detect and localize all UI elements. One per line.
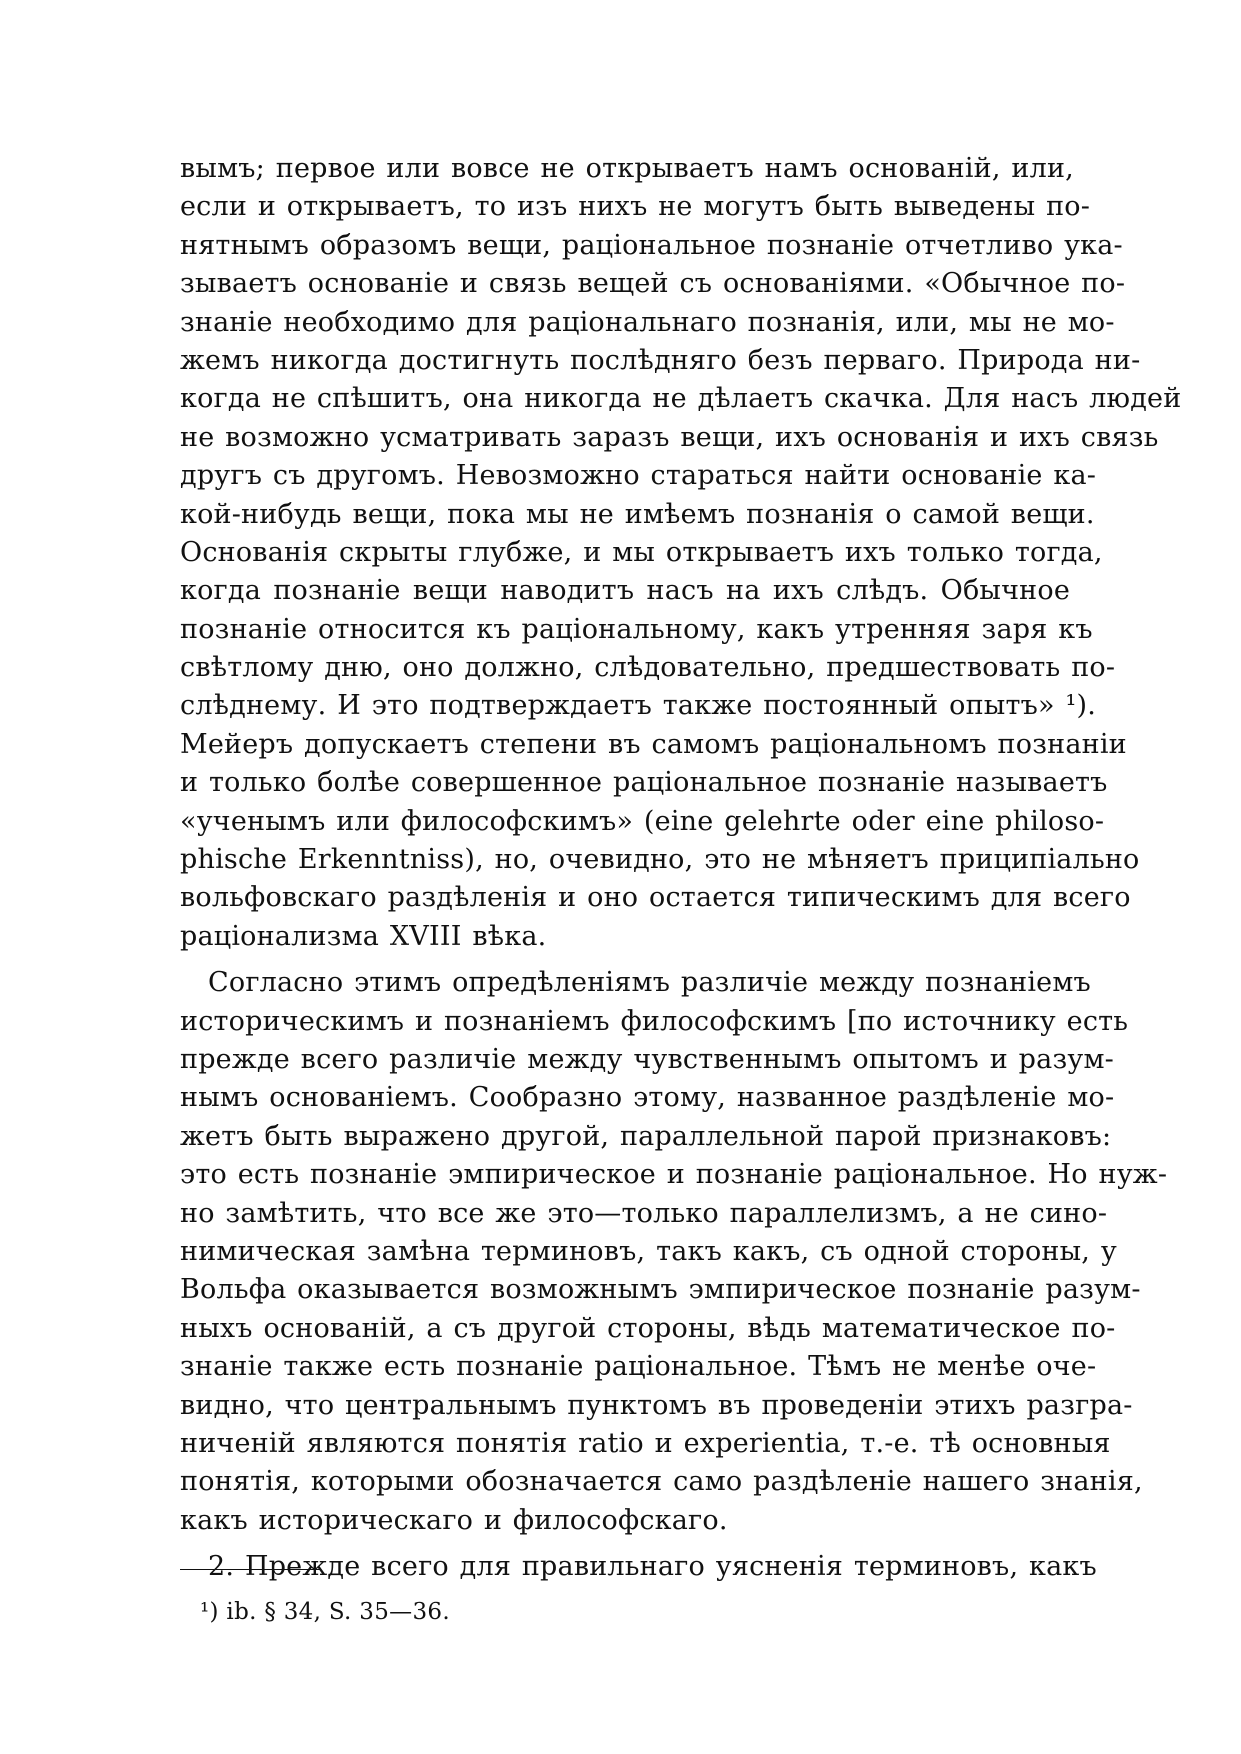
paragraph <box>180 964 1168 1540</box>
text-line: phische Erkenntniss), но, очевидно, это не мѣняетъ приципіально <box>180 844 1140 876</box>
text-line: Мейеръ допускаетъ степени въ самомъ раціональномъ познаніи <box>180 728 1127 760</box>
text-line: Согласно этимъ опредѣленіямъ различіе между познаніемъ <box>208 967 1091 999</box>
text-line: прежде всего различіе между чувственнымъ опытомъ и разум- <box>180 1043 1114 1075</box>
footnote <box>200 1597 450 1627</box>
text-line: нимическая замѣна терминовъ, такъ какъ, съ одной стороны, у <box>180 1235 1117 1267</box>
paragraph-gap <box>180 956 1070 964</box>
text-line: когда познаніе вещи наводитъ насъ на ихъ слѣдъ. Обычное <box>180 575 1070 607</box>
footnote-text: ib. § 34, S. 35—36. <box>226 1599 450 1625</box>
footnote-divider <box>180 1569 320 1570</box>
body-text <box>180 150 1182 1586</box>
text-line: и только болѣе совершенное раціональное познаніе называетъ <box>180 767 1108 799</box>
paragraph-gap <box>180 1540 1070 1548</box>
text-line: раціонализма XVIII вѣка. <box>180 920 547 952</box>
text-line: вымъ; первое или вовсе не открываетъ намъ основаній, или, <box>180 153 1074 184</box>
text-line: не возможно усматривать заразъ вещи, ихъ основанія и ихъ связь <box>180 421 1159 453</box>
text-line: ниченій являются понятія ratio и experientia, т.-е. тѣ основныя <box>180 1427 1111 1459</box>
text-line: нятнымъ образомъ вещи, раціональное познаніе отчетливо ука- <box>180 229 1123 261</box>
text-line: слѣднему. И это подтверждаетъ также постоянный опытъ» ¹). <box>180 690 1097 722</box>
text-line: Основанія скрыты глубже, и мы открываетъ ихъ только тогда, <box>180 536 1103 568</box>
text-line: ныхъ основаній, а съ другой стороны, вѣдь математическое по- <box>180 1312 1116 1344</box>
text-line: другъ съ другомъ. Невозможно стараться найти основаніе ка- <box>180 460 1097 492</box>
text-line: знаніе необходимо для раціональнаго познанія, или, мы не мо- <box>180 306 1115 338</box>
footnote-marker: ¹) <box>200 1599 219 1625</box>
text-line: жетъ быть выражено другой, параллельной парой признаковъ: <box>180 1120 1112 1152</box>
text-line: это есть познаніе эмпирическое и познаніе раціональное. Но нуж- <box>180 1159 1168 1191</box>
text-line: но замѣтить, что все же это—только параллелизмъ, а не сино- <box>180 1197 1108 1229</box>
paragraph <box>180 150 1182 956</box>
text-line: когда не спѣшитъ, она никогда не дѣлаетъ скачка. Для насъ людей <box>180 383 1182 415</box>
text-line: какъ историческаго и философскаго. <box>180 1504 728 1536</box>
text-line: Вольфа оказывается возможнымъ эмпирическое познаніе разум- <box>180 1274 1141 1306</box>
text-line: знаніе также есть познаніе раціональное. Тѣмъ не менѣе оче- <box>180 1351 1097 1383</box>
text-line: зываетъ основаніе и связь вещей съ основаніями. «Обычное по- <box>180 268 1126 300</box>
text-line: познаніе относится къ раціональному, какъ утренняя заря къ <box>180 613 1093 645</box>
text-line: историческимъ и познаніемъ философскимъ [по источнику есть <box>180 1005 1129 1037</box>
text-line: нымъ основаніемъ. Сообразно этому, названное раздѣленіе мо- <box>180 1082 1115 1114</box>
text-line: если и открываетъ, то изъ нихъ не могутъ быть выведены по- <box>180 191 1091 223</box>
paragraph <box>180 1548 1097 1586</box>
text-line: жемъ никогда достигнуть послѣдняго безъ перваго. Природа ни- <box>180 344 1141 376</box>
text-line: «ученымъ или философскимъ» (eine gelehrte oder eine philoso- <box>180 805 1105 837</box>
text-line: кой-нибудь вещи, пока мы не имѣемъ познанія о самой вещи. <box>180 498 1095 530</box>
text-line: видно, что центральнымъ пунктомъ въ проведеніи этихъ разгра- <box>180 1389 1133 1421</box>
text-line: понятія, которыми обозначается само раздѣленіе нашего знанія, <box>180 1466 1143 1498</box>
text-line: свѣтлому дню, оно должно, слѣдовательно, предшествовать по- <box>180 652 1116 684</box>
text-line: вольфовскаго раздѣленія и оно остается типическимъ для всего <box>180 882 1131 914</box>
text-line: 2. Прежде всего для правильнаго уясненія терминовъ, какъ <box>208 1551 1097 1583</box>
